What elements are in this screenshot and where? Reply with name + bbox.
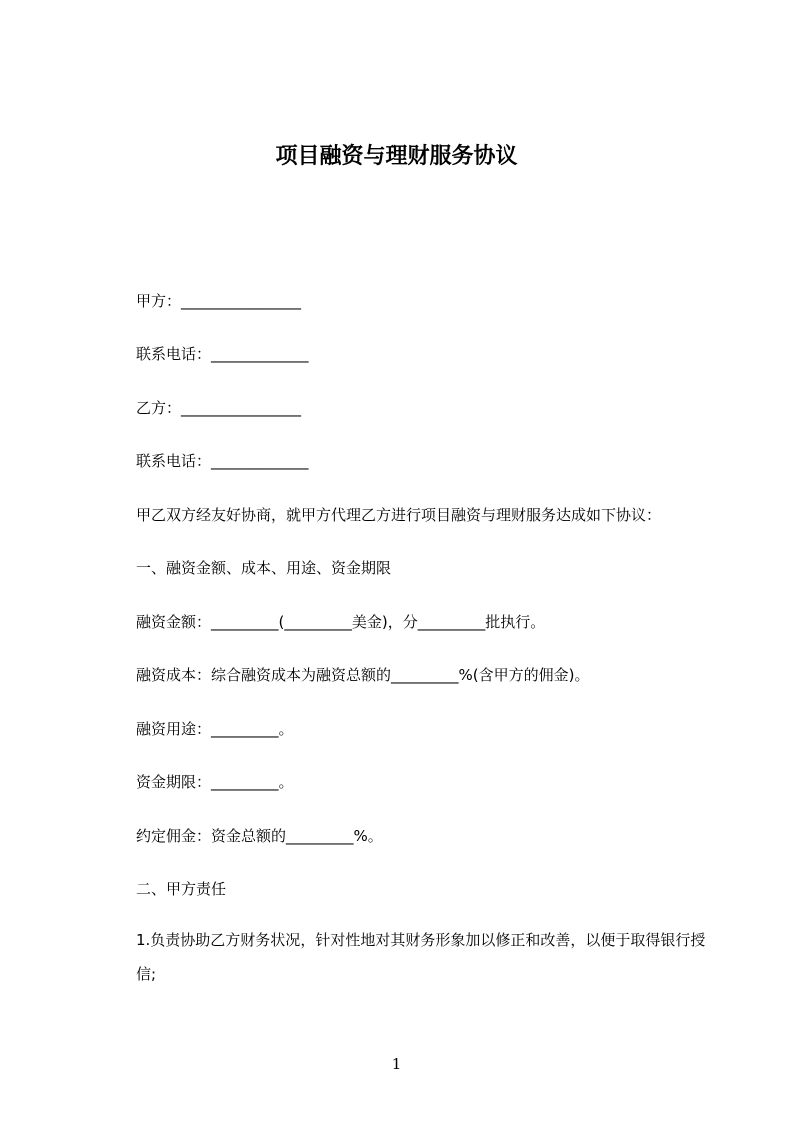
fund-term-line: 资金期限：_________。 — [136, 773, 294, 791]
party-a-phone-line: 联系电话：_____________ — [136, 345, 309, 363]
party-a-duty-1: 1.负责协助乙方财务状况，针对性地对其财务形象加以修正和改善，以便于取得银行授信; — [136, 931, 706, 983]
party-b-line: 乙方：________________ — [136, 399, 302, 417]
section-1-heading: 一、融资金额、成本、用途、资金期限 — [136, 559, 392, 577]
financing-use-line: 融资用途：_________。 — [136, 720, 294, 738]
preamble-text: 甲乙双方经友好协商，就甲方代理乙方进行项目融资与理财服务达成如下协议： — [136, 506, 662, 524]
financing-cost-line: 融资成本：综合融资成本为融资总额的_________%(含甲方的佣金)。 — [136, 666, 590, 684]
section-2-heading: 二、甲方责任 — [136, 880, 227, 898]
document-title: 项目融资与理财服务协议 — [275, 144, 518, 169]
party-b-phone-line: 联系电话：_____________ — [136, 452, 309, 470]
financing-amount-line: 融资金额：_________(_________美金)，分_________批执行。 — [136, 613, 546, 631]
party-a-line: 甲方：________________ — [136, 292, 302, 310]
commission-line: 约定佣金：资金总额的_________%。 — [136, 827, 383, 845]
page-number: 1 — [391, 1055, 402, 1073]
